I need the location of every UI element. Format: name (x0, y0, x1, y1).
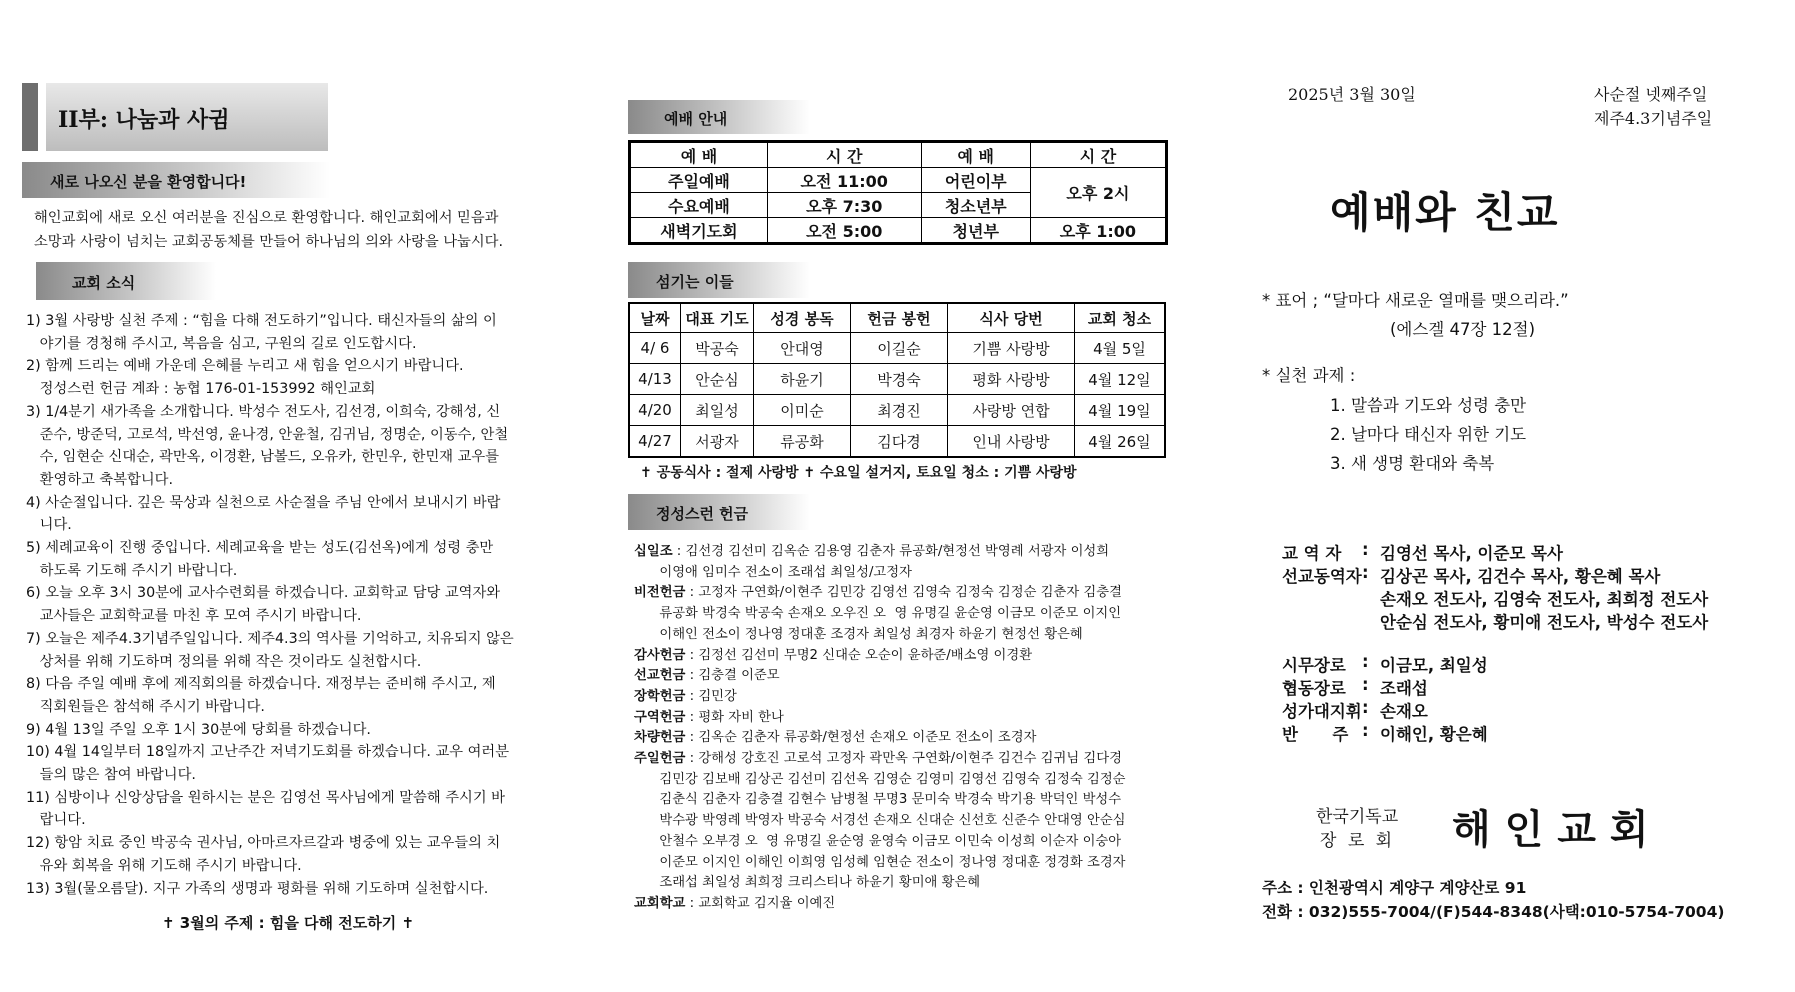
staff-role: 시무장로 (1282, 656, 1346, 675)
offering-line (634, 809, 1126, 828)
practice-item: 1. 말씀과 기도와 성령 충만 (1330, 396, 1527, 415)
servers-header: 식사 당번 (948, 303, 1075, 333)
news-line: 4) 사순절입니다. 깊은 묵상과 실천으로 사순절을 주님 안에서 보내시기 바랍 (26, 494, 501, 511)
worship-header: 예 배 (630, 142, 768, 168)
staff-role: 선교동역자 (1282, 567, 1362, 586)
offering-title-bar (628, 494, 810, 530)
bulletin-date: 2025년 3월 30일 (1288, 85, 1416, 104)
offering-title: 정성스런 헌금 (656, 505, 749, 523)
servers-header: 날짜 (629, 303, 681, 333)
news-line: 상처를 위해 기도하며 정의를 위해 작은 것이라도 실천합시다. (26, 653, 422, 670)
offering-line (634, 540, 1109, 559)
worship-header: 시 간 (1030, 142, 1166, 168)
offering-names: 이준모 이지인 이해인 이희영 임성혜 임현순 전소이 정나영 정대훈 정경화 조경자 (634, 854, 1126, 870)
offering-line (634, 623, 1083, 642)
staff-colon: : (1362, 563, 1369, 582)
staff-names: 안순심 전도사, 황미애 전도사, 박성수 전도사 (1380, 613, 1709, 632)
section-title-bar (46, 83, 328, 151)
offering-label: 차량헌금 (634, 730, 686, 746)
news-line: 12) 항암 치료 중인 박공숙 권사님, 아마르자르갈과 병중에 있는 교우들의 치 (26, 835, 501, 852)
servers-header: 성경 봉독 (754, 303, 851, 333)
offering-names: : 고정자 구연화/이현주 김민강 김영선 김영숙 김정숙 김정순 김춘자 김충결 (685, 585, 1122, 601)
news-title: 교회 소식 (72, 274, 136, 292)
staff-names: 김영선 목사, 이준모 목사 (1380, 544, 1563, 563)
news-line: 5) 세례교육이 진행 중입니다. 세례교육을 받는 성도(김선옥)에게 성령 충만 (26, 540, 494, 556)
servers-title-bar (628, 262, 810, 298)
staff-names: 손재오 (1380, 702, 1428, 721)
offering-line (634, 768, 1126, 787)
offering-line (634, 871, 980, 890)
news-line: 2) 함께 드리는 예배 가운데 은혜를 누리고 새 힘을 얻으시기 바랍니다. (26, 358, 464, 375)
news-line: 직회원들은 참석해 주시기 바랍니다. (26, 698, 265, 715)
worship-header: 예 배 (921, 142, 1030, 168)
staff-role: 반 주 (1282, 725, 1349, 744)
servers-header: 대표 기도 (681, 303, 754, 333)
offering-label: 감사헌금 (634, 647, 686, 663)
offering-line (634, 581, 1122, 600)
practice-item: 2. 날마다 태신자 위한 기도 (1330, 425, 1527, 444)
staff-role: 성가대지휘 (1282, 702, 1362, 721)
offering-names: 박수광 박영례 박영자 박공숙 서경선 손재오 신대순 신선호 신준수 안대영 안순심 (634, 813, 1126, 829)
staff-colon: : (1362, 698, 1369, 717)
servers-cell: 4월 5일 (1075, 333, 1166, 364)
staff-colon: : (1362, 540, 1369, 559)
staff-names: 이해인, 황은혜 (1380, 725, 1488, 744)
news-line: 하도록 기도해 주시기 바랍니다. (26, 562, 238, 579)
offering-names: 류공화 박경숙 박공숙 손재오 오우진 오 영 유명길 윤순영 이금모 이준모 이지인 (634, 606, 1122, 622)
staff-role: 교 역 자 (1282, 544, 1342, 563)
church-address: 주소 : 인천광역시 계양구 계양산로 91 (1262, 879, 1527, 897)
offering-label: 주일헌금 (634, 751, 686, 766)
servers-cell: 안순심 (681, 364, 754, 395)
worship-cell: 오후 2시 (1030, 168, 1166, 218)
offering-names: : 강해성 강호진 고로석 고정자 곽만옥 구연화/이현주 김건수 김귀님 김다경 (685, 751, 1122, 766)
offering-names: : 평화 자비 한나 (685, 709, 784, 725)
servers-header: 헌금 봉헌 (851, 303, 948, 333)
worship-cell: 오전 11:00 (767, 168, 921, 193)
news-line: 13) 3월(물오름달). 지구 가족의 생명과 평화를 위해 기도하며 실천합시다. (26, 880, 489, 897)
servers-cell: 박경숙 (851, 364, 948, 395)
offering-line (634, 851, 1126, 870)
servers-header: 교회 청소 (1075, 303, 1166, 333)
news-line: 수, 임현순 신대순, 곽만옥, 이경환, 남볼드, 오유카, 한민우, 한민재 교우를 (26, 449, 500, 466)
servers-cell: 인내 사랑방 (948, 426, 1075, 458)
offering-label: 비전헌금 (634, 585, 686, 601)
section-title-marker (22, 83, 38, 151)
big-title: 예배와 친교 (1330, 188, 1560, 237)
motto-reference: (에스겔 47장 12절) (1390, 320, 1536, 339)
worship-cell: 어린이부 (921, 168, 1030, 193)
news-line: 9) 4월 13일 주일 오후 1시 30분에 당회를 하겠습니다. (26, 721, 371, 738)
news-line: 10) 4월 14일부터 18일까지 고난주간 저녁기도회를 하겠습니다. 교우 여러분 (26, 744, 510, 761)
servers-cell: 사랑방 연합 (948, 395, 1075, 426)
staff-names: 조래섭 (1380, 679, 1428, 698)
servers-cell: 최일성 (681, 395, 754, 426)
practice-title: * 실천 과제 : (1262, 366, 1356, 385)
news-line: 야기를 경청해 주시고, 복음을 심고, 구원의 길로 인도합시다. (26, 335, 417, 352)
news-title-bar (36, 262, 216, 300)
worship-cell: 주일예배 (630, 168, 768, 193)
worship-cell: 청년부 (921, 218, 1030, 244)
staff-names: 이금모, 최일성 (1380, 656, 1488, 675)
news-line: 랍니다. (26, 812, 86, 829)
church-phone: 전화 : 032)555-7004/(F)544-8348(사택:010-5754-7004) (1262, 903, 1725, 921)
monthly-theme: ✝ 3월의 주제 : 힘을 다해 전도하기 ✝ (162, 914, 415, 932)
offering-names: : 교회학교 김지율 이예진 (685, 895, 836, 911)
offering-line (634, 602, 1121, 621)
worship-cell: 수요예배 (630, 193, 768, 218)
news-line: 준수, 방준덕, 고로석, 박선영, 윤나경, 안윤철, 김귀님, 정명순, 이동수, 안철 (26, 426, 509, 443)
servers-cell: 류공화 (754, 426, 851, 458)
offering-label: 구역헌금 (634, 709, 686, 725)
servers-cell: 4월 12일 (1075, 364, 1166, 395)
servers-cell: 이미순 (754, 395, 851, 426)
welcome-line: 해인교회에 새로 오신 여러분을 진심으로 환영합니다. 해인교회에서 믿음과 (34, 210, 499, 226)
staff-colon: : (1362, 652, 1369, 671)
servers-cell: 4/13 (629, 364, 681, 395)
welcome-line: 소망과 사랑이 넘치는 교회공동체를 만들어 하나님의 의와 사랑을 나눕시다. (34, 234, 504, 250)
offering-line (634, 685, 737, 704)
offering-names: 조래섭 최일성 최희정 크리스티나 하윤기 황미애 황은혜 (634, 875, 981, 891)
offering-label: 십일조 (634, 544, 673, 559)
staff-colon: : (1362, 675, 1369, 694)
offering-line (634, 664, 780, 683)
offering-line (634, 561, 912, 580)
offering-line (634, 830, 1121, 849)
news-line: 니다. (26, 517, 72, 534)
offering-label: 교회학교 (634, 895, 686, 911)
servers-cell: 4월 26일 (1075, 426, 1166, 458)
servers-cell: 평화 사랑방 (948, 364, 1075, 395)
servers-cell: 이길순 (851, 333, 948, 364)
offering-names: : 김민강 (685, 688, 737, 704)
servers-cell: 4/ 6 (629, 333, 681, 364)
denomination-2: 장 로 회 (1320, 831, 1396, 851)
section-title: II부: 나눔과 사귐 (58, 107, 230, 133)
offering-line (634, 788, 1121, 807)
servers-cell: 김다경 (851, 426, 948, 458)
news-line: 환영하고 축복합니다. (26, 471, 174, 488)
news-line: 11) 심방이나 신앙상담을 원하시는 분은 김영선 목사님에게 말씀해 주시기 바 (26, 789, 505, 806)
news-line: 유와 회복을 위해 기도해 주시기 바랍니다. (26, 857, 302, 874)
offering-names: : 김정선 김선미 무명2 신대순 오순이 윤하준/배소영 이경환 (685, 647, 1033, 663)
offering-line (634, 726, 1036, 745)
news-line: 3) 1/4분기 새가족을 소개합니다. 박성수 전도사, 김선경, 이희숙, 강해성, 신 (26, 403, 501, 420)
staff-names: 손재오 전도사, 김영숙 전도사, 최희정 전도사 (1380, 590, 1709, 609)
offering-names: 이영애 임미수 전소이 조래섭 최일성/고정자 (634, 564, 912, 580)
practice-item: 3. 새 생명 환대와 축복 (1330, 454, 1495, 473)
news-line: 7) 오늘은 제주4.3기념주일입니다. 제주4.3의 역사를 기억하고, 치유되지 않은 (26, 630, 514, 647)
worship-cell: 오전 5:00 (767, 218, 921, 244)
news-line: 8) 다음 주일 예배 후에 제직회의를 하겠습니다. 재정부는 준비해 주시고, 제 (26, 676, 496, 693)
worship-cell: 청소년부 (921, 193, 1030, 218)
worship-cell: 오후 7:30 (767, 193, 921, 218)
servers-cell: 4월 19일 (1075, 395, 1166, 426)
offering-line (634, 892, 835, 911)
offering-names: 김민강 김보배 김상곤 김선미 김선옥 김영순 김영미 김영선 김영숙 김정숙 김정순 (634, 771, 1126, 787)
worship-header: 시 간 (767, 142, 921, 168)
servers-cell: 4/27 (629, 426, 681, 458)
staff-role: 협동장로 (1282, 679, 1346, 698)
sunday-name: 사순절 넷째주일 (1594, 85, 1708, 104)
news-line: 6) 오늘 오후 3시 30분에 교사수련회를 하겠습니다. 교회학교 담당 교역자와 (26, 585, 501, 602)
servers-cell: 기쁨 사랑방 (948, 333, 1075, 364)
servers-cell: 박공숙 (681, 333, 754, 364)
news-line: 교사들은 교회학교를 마친 후 모여 주시기 바랍니다. (26, 608, 362, 625)
offering-names: : 김선경 김선미 김옥순 김용영 김춘자 류공화/현정선 박영례 서광자 이성희 (672, 544, 1110, 559)
sunday-name-2: 제주4.3기념주일 (1594, 109, 1713, 128)
news-line: 정성스런 헌금 계좌 : 농협 176-01-153992 해인교회 (26, 381, 376, 398)
motto: * 표어 ; “달마다 새로운 열매를 맺으리라.” (1262, 291, 1569, 310)
servers-table (628, 302, 1166, 458)
news-line: 1) 3월 사랑방 실천 주제 : “힘을 다해 전도하기”입니다. 태신자들의 삶의 이 (26, 313, 497, 329)
offering-names: : 김충결 이준모 (685, 668, 780, 684)
offering-names: : 김옥순 김춘자 류공화/현정선 손재오 이준모 전소이 조경자 (685, 730, 1037, 746)
offering-label: 선교헌금 (634, 668, 686, 684)
worship-cell: 새벽기도회 (630, 218, 768, 244)
staff-names: 김상곤 목사, 김건수 목사, 황은혜 목사 (1380, 567, 1661, 586)
offering-names: 안철수 오부경 오 영 유명길 윤순영 윤영숙 이금모 이민숙 이성희 이순자 이숭아 (634, 833, 1122, 849)
church-name: 해인교회 (1452, 807, 1663, 853)
servers-cell: 안대영 (754, 333, 851, 364)
worship-title-bar (628, 100, 810, 134)
news-line: 들의 많은 참여 바랍니다. (26, 767, 196, 783)
servers-cell: 하윤기 (754, 364, 851, 395)
servers-cell: 4/20 (629, 395, 681, 426)
offering-line (634, 747, 1122, 766)
staff-colon: : (1362, 721, 1369, 740)
welcome-title-bar (22, 162, 330, 198)
worship-schedule-table (628, 140, 1168, 245)
servers-title: 섬기는 이들 (656, 273, 734, 291)
denomination: 한국기독교 (1316, 807, 1399, 827)
offering-names: 이해인 전소이 정나영 정대훈 조경자 최일성 최경자 하윤기 현정선 황은혜 (634, 626, 1083, 642)
welcome-title: 새로 나오신 분을 환영합니다! (50, 173, 247, 191)
worship-title: 예배 안내 (664, 110, 728, 128)
offering-label: 장학헌금 (634, 688, 686, 704)
offering-line (634, 644, 1032, 663)
worship-cell: 오후 1:00 (1030, 218, 1166, 244)
servers-cell: 서광자 (681, 426, 754, 458)
servers-note: ✝ 공동식사 : 절제 사랑방 ✝ 수요일 설거지, 토요일 청소 : 기쁨 사랑방 (640, 465, 1077, 481)
offering-names: 김춘식 김춘자 김충결 김현수 남병철 무명3 문미숙 박경숙 박기용 박덕인 박성수 (634, 792, 1122, 808)
servers-cell: 최경진 (851, 395, 948, 426)
offering-line (634, 706, 784, 725)
